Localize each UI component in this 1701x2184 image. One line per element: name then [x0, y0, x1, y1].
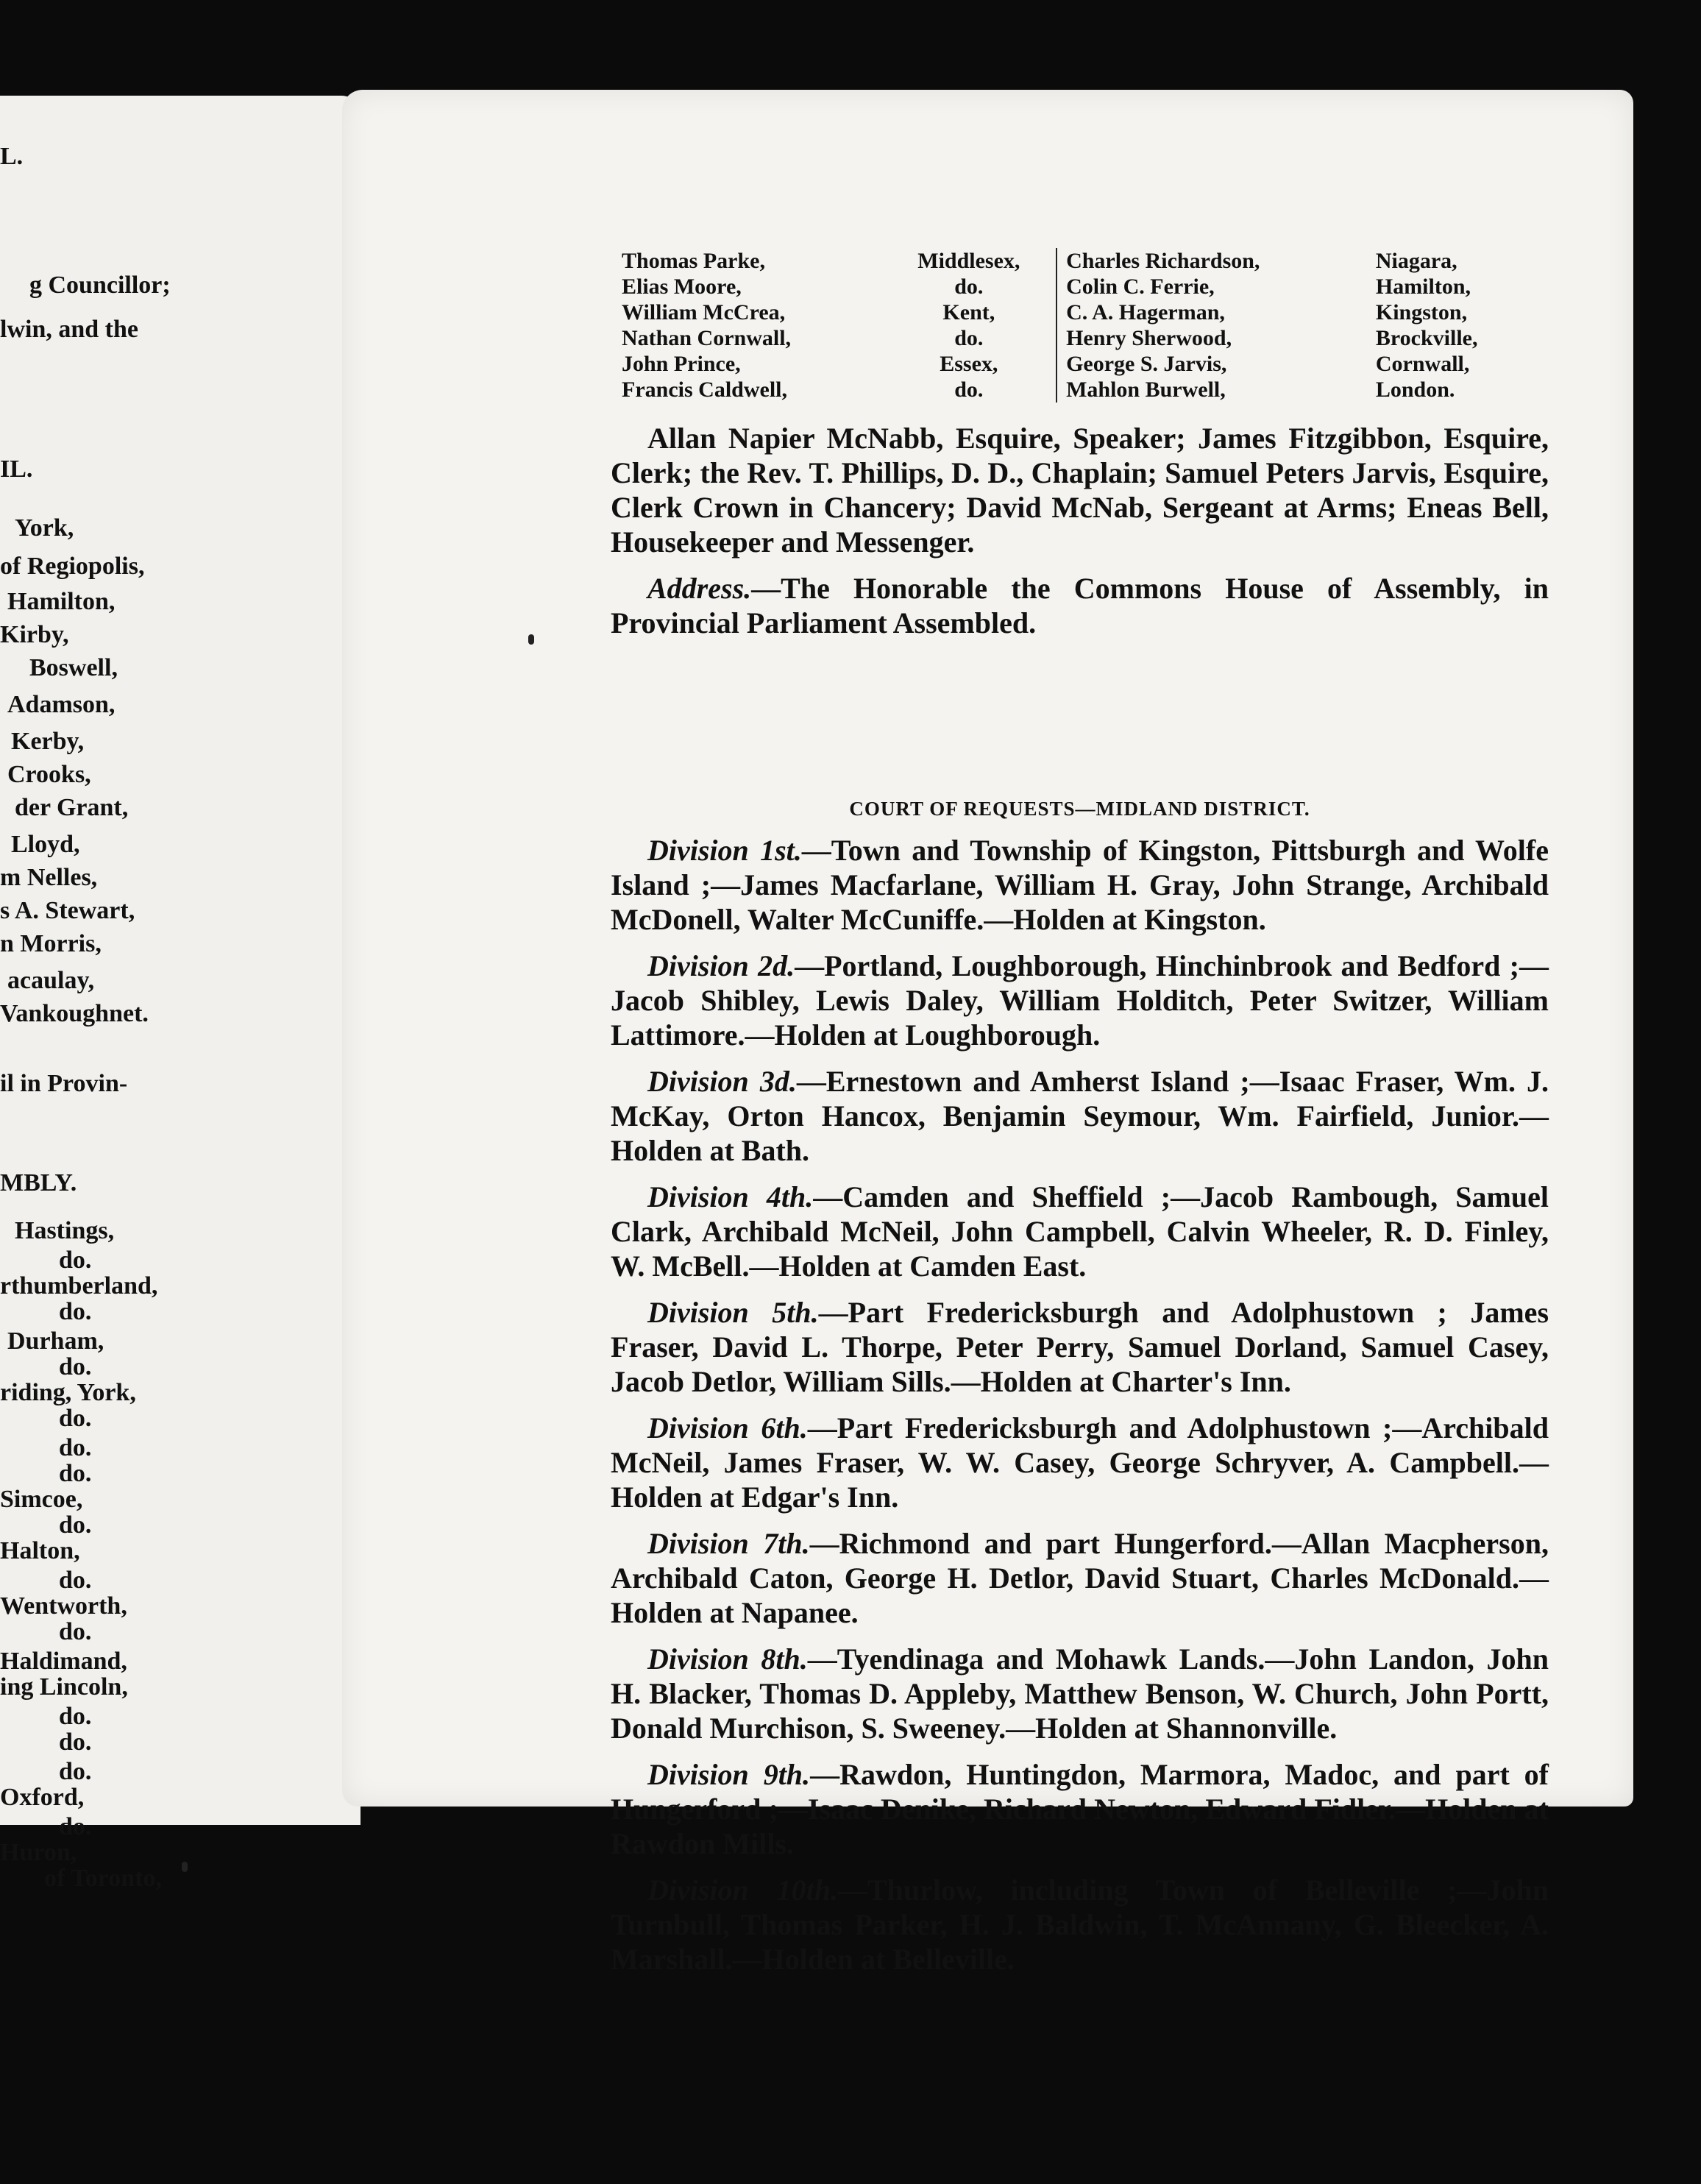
left-page-fragment: ing Lincoln, [0, 1673, 128, 1701]
address-paragraph [611, 571, 1549, 640]
member-row [622, 377, 1541, 403]
member-county: Kent, [942, 300, 995, 325]
left-page [0, 96, 361, 1892]
member-county: Essex, [940, 352, 998, 376]
left-page-fragment: s A. Stewart, [0, 897, 135, 924]
left-page-fragment: Kerby, [11, 728, 85, 755]
left-page-fragment: do. [59, 1353, 92, 1380]
divisions-list [611, 833, 1549, 1988]
division-label: Division 5th. [647, 1296, 819, 1329]
members-table [622, 248, 1541, 403]
member-name: Thomas Parke, [622, 249, 765, 273]
left-page-fragment: do. [59, 1405, 92, 1432]
left-page-fragment: do. [59, 1618, 92, 1645]
division-label: Division 7th. [647, 1527, 810, 1560]
member-row [622, 248, 1541, 274]
left-page-fragment: York, [15, 514, 74, 542]
member-county: do. [954, 274, 984, 299]
division-paragraph [611, 949, 1549, 1052]
member-county: Niagara, [1375, 249, 1457, 273]
division-label: Division 9th. [647, 1758, 811, 1791]
right-page [342, 90, 1633, 1976]
division-label: Division 10th. [647, 1873, 838, 1907]
member-name: George S. Jarvis, [1057, 351, 1376, 377]
member-name: William McCrea, [622, 300, 786, 325]
officers-text: Allan Napier McNabb, Esquire, Speaker; James Fitzgibbon, Esquire, Clerk; the Rev. T. Phillips, D. D., Chaplain; Samuel Peters Jarvis, Esquire, Clerk Crown in Chancery; David McNab, Sergeant at Arms; Eneas Bell, Housekeeper and Messenger. [611, 422, 1549, 559]
member-county: Brockville, [1375, 326, 1478, 350]
division-label: Division 6th. [647, 1411, 808, 1444]
left-page-fragment: g Councillor; [29, 272, 171, 299]
division-paragraph [611, 1295, 1549, 1399]
left-page-fragment: Simcoe, [0, 1486, 83, 1513]
division-paragraph [611, 1526, 1549, 1630]
left-page-fragment: do. [59, 1460, 92, 1487]
member-county: Middlesex, [917, 249, 1020, 273]
member-county: Cornwall, [1375, 352, 1470, 376]
left-page-fragment: Halton, [0, 1537, 80, 1564]
division-text: —Town and Township of Kingston, Pittsburgh and Wolfe Island ;—James Macfarlane, William H. Gray, John Strange, Archibald McDonell, Walter McCuniffe.—Holden at Kingston. [611, 834, 1549, 936]
left-page-fragment: of Regiopolis, [0, 553, 145, 580]
left-page-fragment: IL. [0, 455, 33, 483]
member-name: Francis Caldwell, [622, 377, 787, 402]
left-page-fragment: m Nelles, [0, 864, 98, 891]
left-page-fragment: Lloyd, [11, 831, 80, 858]
address-text: —The Honorable the Commons House of Assembly, in Provincial Parliament Assembled. [611, 572, 1549, 639]
member-county: London. [1375, 377, 1455, 402]
left-page-fragment: Vankoughnet. [0, 1000, 149, 1027]
member-name: C. A. Hagerman, [1057, 299, 1376, 325]
court-heading: COURT OF REQUESTS—MIDLAND DISTRICT. [849, 798, 1310, 820]
left-page-fragment: do. [59, 1567, 92, 1594]
left-page-fragment: do. [59, 1813, 92, 1840]
left-page-fragment: Boswell, [29, 654, 118, 681]
division-paragraph [611, 1180, 1549, 1283]
division-label: Division 8th. [647, 1642, 808, 1676]
left-page-fragment: do. [59, 1703, 92, 1730]
left-page-fragment: do. [59, 1758, 92, 1785]
member-name: John Prince, [622, 352, 741, 376]
division-label: Division 1st. [647, 834, 802, 867]
member-row [622, 325, 1541, 351]
left-page-fragment: Durham, [7, 1327, 104, 1355]
page-speck [182, 1862, 188, 1872]
member-county: do. [954, 326, 984, 350]
left-page-fragment: of Toronto, [44, 1865, 162, 1892]
left-page-fragment: Crooks, [7, 761, 91, 788]
division-label: Division 3d. [647, 1065, 797, 1098]
division-text: —Tyendinaga and Mohawk Lands.—John Landon, John H. Blacker, Thomas D. Appleby, Matthew Benson, W. Church, John Portt, Donald Murchison, S. Sweeney.—Holden at Shannonville. [611, 1642, 1549, 1745]
left-page-fragment: do. [59, 1247, 92, 1274]
left-page-fragment: L. [0, 143, 24, 170]
left-page-fragment: Hamilton, [7, 588, 116, 615]
left-page-fragment: Huron, [0, 1839, 77, 1866]
left-page-fragment: Hastings, [15, 1217, 115, 1244]
left-page-fragment: Haldimand, [0, 1648, 127, 1675]
division-text: —Portland, Loughborough, Hinchinbrook and Bedford ;—Jacob Shibley, Lewis Daley, William Holditch, Peter Switzer, William Lattimore.—Holden at Loughborough. [611, 949, 1549, 1052]
member-county: Kingston, [1375, 300, 1468, 325]
officers-paragraph [611, 421, 1549, 652]
address-label: Address. [647, 572, 752, 605]
left-page-fragment: n Morris, [0, 930, 102, 957]
division-text: —Camden and Sheffield ;—Jacob Rambough, Samuel Clark, Archibald McNeil, John Campbell, Calvin Wheeler, R. D. Finley, W. McBell.—Holden at Camden East. [611, 1180, 1549, 1283]
division-text: —Richmond and part Hungerford.—Allan Macpherson, Archibald Caton, George H. Detlor, David Stuart, Charles McDonald.—Holden at Napanee. [611, 1527, 1549, 1629]
division-text: —Thurlow, including Town of Belleville ;—John Turnbull, Thomas Parker, H. J. Baldwin, T. McAnnany, G. Bleecker, A. Marshall.—Holden at Belleville. [611, 1873, 1549, 1976]
left-page-fragment: der Grant, [15, 794, 129, 821]
left-page-fragment: MBLY. [0, 1169, 77, 1196]
division-text: —Rawdon, Huntingdon, Marmora, Madoc, and part of Hungerford ;—Isaac Denike, Richard Newton, Edward Fidler.—Holden at Rawdon Mills. [611, 1758, 1549, 1860]
division-paragraph [611, 833, 1549, 937]
page-speck [528, 634, 534, 645]
division-paragraph [611, 1064, 1549, 1168]
left-page-fragment: il in Provin- [0, 1070, 128, 1097]
left-page-fragment: Adamson, [7, 691, 116, 718]
left-page-fragment: Wentworth, [0, 1592, 127, 1620]
division-paragraph [611, 1757, 1549, 1861]
division-paragraph [611, 1873, 1549, 1976]
members-list [622, 248, 1541, 403]
left-page-fragment: acaulay, [7, 967, 95, 994]
left-page-fragment: do. [59, 1729, 92, 1756]
member-county: do. [954, 377, 984, 402]
member-name: Charles Richardson, [1057, 248, 1376, 274]
division-paragraph [611, 1642, 1549, 1745]
left-page-fragment: do. [59, 1298, 92, 1325]
division-text: —Part Fredericksburgh and Adolphustown ;—Archibald McNeil, James Fraser, W. W. Casey, George Schryver, A. Campbell.—Holden at Edgar's Inn. [611, 1411, 1549, 1514]
left-page-fragment: riding, York, [0, 1379, 136, 1406]
member-name: Henry Sherwood, [1057, 325, 1376, 351]
member-name: Mahlon Burwell, [1057, 377, 1376, 403]
left-page-fragment: do. [59, 1434, 92, 1461]
division-label: Division 2d. [647, 949, 795, 982]
member-row [622, 299, 1541, 325]
member-name: Colin C. Ferrie, [1057, 274, 1376, 299]
left-page-fragment: Oxford, [0, 1784, 85, 1811]
division-paragraph [611, 1411, 1549, 1514]
left-page-fragment: lwin, and the [0, 316, 138, 343]
member-county: Hamilton, [1375, 274, 1471, 299]
division-text: —Ernestown and Amherst Island ;—Isaac Fraser, Wm. J. McKay, Orton Hancox, Benjamin Seymour, Wm. Fairfield, Junior.—Holden at Bath. [611, 1065, 1549, 1167]
left-page-fragment: do. [59, 1511, 92, 1539]
division-text: —Part Fredericksburgh and Adolphustown ; James Fraser, David L. Thorpe, Peter Perry, Samuel Dorland, Samuel Casey, Jacob Detlor, William Sills.—Holden at Charter's Inn. [611, 1296, 1549, 1398]
member-name: Elias Moore, [622, 274, 742, 299]
division-label: Division 4th. [647, 1180, 814, 1213]
left-page-fragment: rthumberland, [0, 1272, 158, 1300]
member-row [622, 274, 1541, 299]
left-page-fragment: Kirby, [0, 621, 69, 648]
member-name: Nathan Cornwall, [622, 326, 792, 350]
member-row [622, 351, 1541, 377]
